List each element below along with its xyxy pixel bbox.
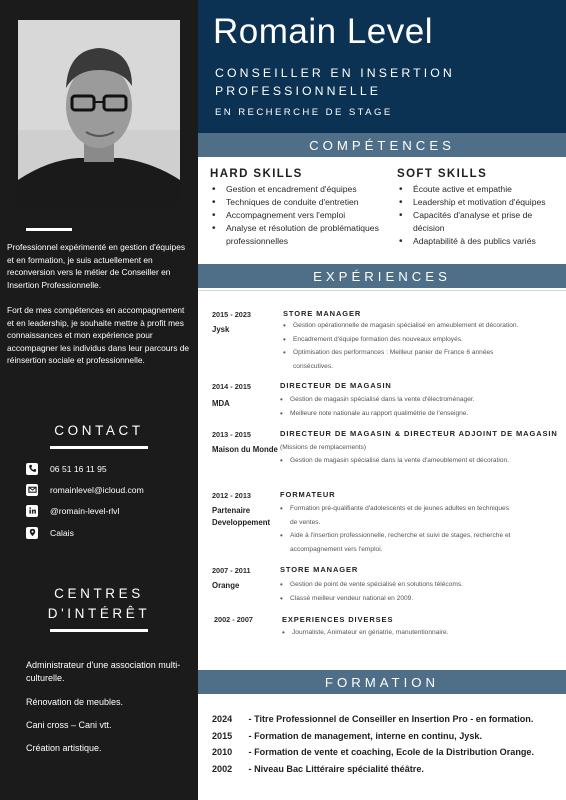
section-competences: COMPÉTENCES: [198, 133, 566, 157]
location-icon: [26, 527, 38, 539]
experience-bullets: [280, 393, 552, 420]
hard-skills: [210, 168, 396, 248]
experience-dates: 2007 - 2011: [212, 566, 251, 575]
job-title: CONSEILLER EN INSERTION PROFESSIONNELLE: [215, 66, 455, 98]
contact-linkedin[interactable]: [26, 504, 119, 517]
skill-item: • Analyse et résolution de problématiques professionnelles: [210, 222, 396, 248]
experience-bullet: • Gestion de point de vente spécialisé en solutions télécoms.: [280, 578, 552, 592]
experience-company: Maison du Monde: [212, 445, 278, 454]
experience-bullets: [283, 319, 555, 373]
formation-year: 2015: [212, 731, 233, 741]
soft-skills-title: SOFT SKILLS: [397, 168, 488, 180]
experience-title: STORE MANAGER: [280, 565, 359, 574]
experience-title: FORMATEUR: [280, 490, 336, 499]
experience-company: MDA: [212, 399, 230, 408]
experience-bullet: • Aide à l'insertion professionnelle, recherche et suivi de stages, recherche et accompagnement vers l'emploi.: [280, 529, 536, 556]
experiences-divider: [198, 290, 566, 291]
phone-text: 06 51 16 11 95: [50, 463, 107, 474]
experience-bullets: [280, 578, 552, 605]
experience-note: (Missions de remplacements): [280, 444, 367, 451]
experience-bullet: • Formation pré-qualifiante d'adolescents et de jeunes adultes en techniques de ventes.: [280, 502, 516, 529]
experience-title: DIRECTEUR DE MAGASIN & DIRECTEUR ADJOINT DE MAGASIN: [280, 429, 558, 438]
formation-text: - Formation de vente et coaching, Ecole de la Distribution Orange.: [248, 747, 535, 757]
sidebar-divider: [26, 228, 72, 231]
formation-item: [212, 764, 424, 774]
formation-text: - Titre Professionnel de Conseiller en Insertion Pro - en formation.: [248, 714, 534, 724]
contact-location: [26, 526, 74, 539]
experience-dates: 2015 - 2023: [212, 310, 251, 319]
experience-dates: 2002 - 2007: [214, 615, 253, 624]
about-paragraph: Fort de mes compétences en accompagnement et en leadership, je souhaite mettre à profit mes connaissances et mon expérience pour accompagner les individus dans leur parcours de réinsertion sociale et professionnelle.: [7, 304, 190, 366]
sidebar: [0, 0, 198, 800]
hard-skills-title: HARD SKILLS: [210, 168, 303, 180]
formation-year: 2010: [212, 747, 233, 757]
experience-title: EXPERIENCES DIVERSES: [282, 615, 394, 624]
skill-item: • Gestion et encadrement d'équipes: [210, 183, 396, 196]
experience-company: Orange: [212, 581, 240, 590]
contact-email[interactable]: [26, 483, 144, 496]
skill-item: • Adaptabilité à des publics variés: [397, 235, 559, 248]
interests-heading-line2: D'INTÉRÊT: [47, 606, 151, 621]
experience-company: Partenaire Developpement: [212, 506, 271, 527]
formation-item: [212, 731, 482, 741]
experience-bullet: • Journaliste, Animateur en gériatrie, manutentionnaire.: [282, 626, 554, 640]
formation-year: 2024: [212, 714, 233, 724]
person-name: Romain Level: [213, 12, 433, 51]
experience-dates: 2014 - 2015: [212, 382, 251, 391]
skill-item: • Techniques de conduite d'entretien: [210, 196, 396, 209]
job-status: EN RECHERCHE DE STAGE: [215, 107, 393, 118]
contact-divider: [50, 446, 148, 449]
formation-text: - Formation de management, interne en continu, Jysk.: [248, 731, 482, 741]
experience-bullet: • Gestion de magasin spécialisé dans la vente d'ameublement et décoration.: [280, 454, 520, 468]
interests-heading: [0, 584, 198, 624]
experience-dates: 2013 - 2015: [212, 430, 251, 439]
profile-photo: [18, 20, 180, 206]
experience-bullets: [282, 626, 554, 640]
skill-item: • Leadership et motivation d'équipes: [397, 196, 559, 209]
experience-bullet: • Meilleure note nationale au rapport qualimétrie de l'enseigne.: [280, 407, 552, 421]
experience-bullet: • Classé meilleur vendeur national en 2009.: [280, 592, 552, 606]
interests-divider: [50, 629, 148, 632]
contact-heading: CONTACT: [54, 423, 144, 438]
experience-title: STORE MANAGER: [283, 309, 362, 318]
email-text: romainlevel@icloud.com: [50, 484, 144, 495]
interests-heading-line1: CENTRES: [54, 586, 144, 601]
email-icon: [26, 484, 38, 496]
formation-item: [212, 747, 534, 757]
interest-item: Création artistique.: [26, 743, 102, 753]
linkedin-icon: [26, 505, 38, 517]
linkedin-text: @romain-level-rlvl: [50, 505, 120, 516]
experience-bullet: • Gestion opérationnelle de magasin spécialisé en ameublement et décoration.: [283, 319, 555, 333]
interest-item: Administrateur d'une association multi-culturelle.: [26, 660, 181, 684]
section-experiences: EXPÉRIENCES: [198, 264, 566, 288]
about-paragraph: Professionnel expérimenté en gestion d'équipes et en formation, je suis actuellement en reconversion vers le métier de Conseiller en Insertion Professionnelle.: [7, 242, 186, 290]
skill-item: • Capacités d'analyse et prise de décision: [397, 209, 559, 235]
formation-item: [212, 714, 533, 724]
experience-bullet: • Encadrement d'équipe formation des nouveaux employés.: [283, 333, 555, 347]
section-formation: FORMATION: [198, 670, 566, 694]
skill-item: • Écoute active et empathie: [397, 183, 559, 196]
phone-icon: [26, 463, 38, 475]
interest-item: Rénovation de meubles.: [26, 697, 124, 707]
about-text: [7, 241, 193, 380]
contact-phone[interactable]: [26, 462, 107, 475]
header: [198, 0, 566, 134]
interest-item: Cani cross – Cani vtt.: [26, 720, 112, 730]
soft-skills: [397, 168, 559, 248]
experience-company: Jysk: [212, 325, 230, 334]
location-text: Calais: [50, 527, 74, 538]
experience-bullets: [280, 454, 520, 468]
experience-title: DIRECTEUR DE MAGASIN: [280, 381, 392, 390]
experience-bullets: [280, 502, 536, 556]
experience-bullet: • Gestion de magasin spécialisé dans la vente d'électroménager.: [280, 393, 552, 407]
skill-item: • Accompagnement vers l'emploi: [210, 209, 396, 222]
experience-dates: 2012 - 2013: [212, 491, 251, 500]
experience-bullet: • Optimisation des performances : Meilleur panier de France 6 années consécutives.: [283, 346, 533, 373]
formation-text: - Niveau Bac Littéraire spécialité théâtre.: [248, 764, 424, 774]
formation-year: 2002: [212, 764, 233, 774]
